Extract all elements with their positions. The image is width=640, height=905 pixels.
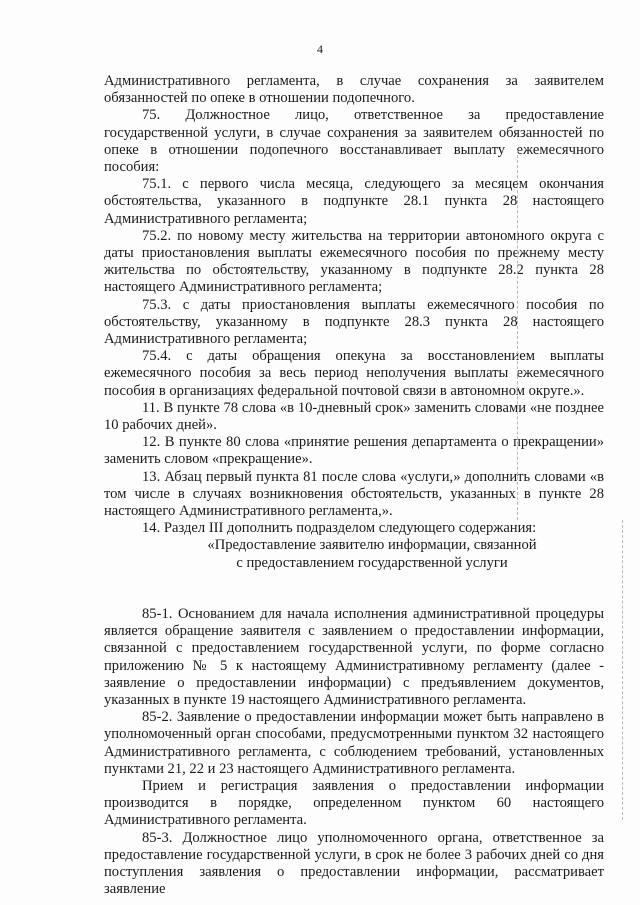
paragraph-75: 75. Должностное лицо, ответственное за предоставление государственной услуги, в случае сохранения за заявителем обязанностей по опеке в отношении подопечного восстанавливает выплату ежемесячного пособия:	[104, 107, 604, 176]
document-body	[104, 73, 604, 898]
paragraph-75-4: 75.4. с даты обращения опекуна за восстановлением выплаты ежемесячного пособия за весь период неполучения выплаты ежемесячного пособия в организациях федеральной почтовой связи в автономном округе.».	[104, 348, 604, 399]
paragraph-85-2: 85-2. Заявление о предоставлении информации может быть направлено в уполномоченный орган способами, предусмотренными пунктом 32 настоящего Административного регламента, с соблюдением требований, установленных пунктами 21, 22 и 23 настоящего Административного регламента.	[104, 709, 604, 777]
scan-artifact-line-left	[517, 150, 518, 520]
paragraph-75-2: 75.2. по новому месту жительства на территории автономного округа с даты приостановления выплаты ежемесячного пособия по прежнему месту жительства по обстоятельству, указанному в подпункте 28.2 пункта 28 настоящего Административного регламента;	[104, 227, 604, 296]
scan-artifact-line-right	[622, 520, 623, 820]
subsection-title-line-2: с предоставлением государственной услуги	[236, 554, 508, 571]
paragraph-reception: Прием и регистрация заявления о предоставлении информации производится в порядке, определенном пунктом 60 настоящего Административного регламента.	[104, 777, 604, 829]
paragraph-item-14: 14. Раздел III дополнить подразделом следующего содержания:	[142, 520, 537, 537]
paragraph-85-3: 85-3. Должностное лицо уполномоченного органа, ответственное за предоставление государственной услуги, в срок не более 3 рабочих дней со дня поступления заявления о предоставлении информации, рассматривает заявление	[104, 829, 604, 898]
paragraph-75-1: 75.1. с первого числа месяца, следующего за месяцем окончания обстоятельства, указанного в подпункте 28.1 пункта 28 настоящего Административного регламента;	[104, 176, 604, 227]
subsection-title-line-1: «Предоставление заявителю информации, связанной	[207, 537, 537, 554]
section-gap	[104, 572, 604, 606]
paragraph-item-12: 12. В пункте 80 слова «принятие решения департамента о прекращении» заменить словом «прекращение».	[104, 434, 604, 468]
paragraph-continuation: Административного регламента, в случае сохранения за заявителем обязанностей по опеке в отношении подопечного.	[104, 73, 604, 107]
paragraph-item-11: 11. В пункте 78 слова «в 10-дневный срок» заменить словами «не позднее 10 рабочих дней».	[104, 399, 604, 434]
page-number: 4	[317, 42, 323, 56]
paragraph-85-1: 85-1. Основанием для начала исполнения административной процедуры является обращение заявителя с заявлением о предоставлении информации, связанной с предоставлением государственной услуги, по форме согласно приложению № 5 к настоящему Административному регламенту (далее - заявление о предоставлении информации) с предъявлением документов, указанных в пункте 19 настоящего Административного регламента.	[104, 605, 604, 708]
paragraph-75-3: 75.3. с даты приостановления выплаты ежемесячного пособия по обстоятельству, указанному в подпункте 28.3 пункта 28 настоящего Административного регламента;	[104, 296, 604, 348]
paragraph-item-13: 13. Абзац первый пункта 81 после слова «услуги,» дополнить словами «в том числе в случаях возникновения обстоятельств, указанных в пункте 28 настоящего Административного регламента,».	[104, 468, 604, 520]
